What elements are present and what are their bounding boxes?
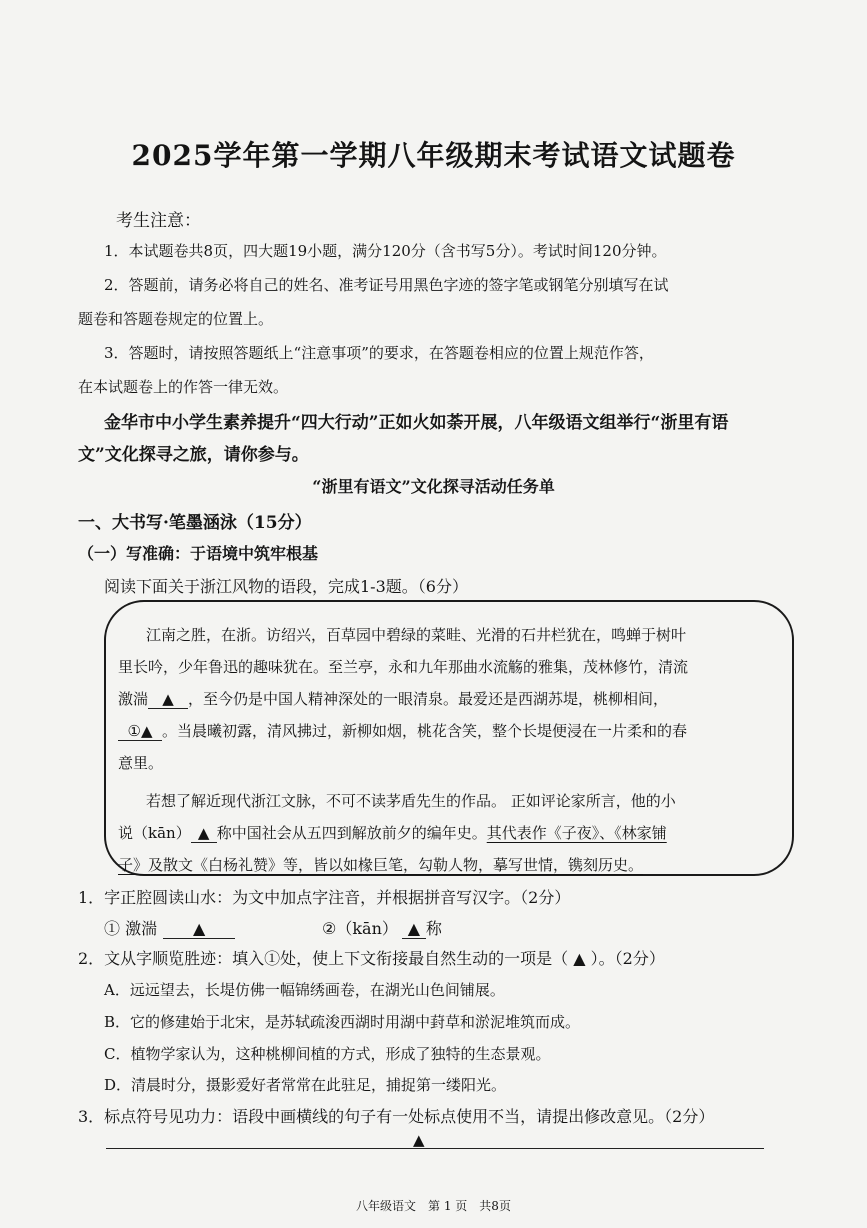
passage-line: 江南之胜，在浙。访绍兴，百草园中碧绿的菜畦、光滑的石井栏犹在，鸣蝉于树叶	[146, 626, 687, 644]
question-1-item-b	[322, 916, 442, 939]
numbered-blank-1[interactable]: ①▲	[118, 722, 162, 741]
passage-line: 里长吟，少年鲁迅的趣味犹在。至兰亭，永和九年那曲水流觞的雅集，茂林修竹，清流	[118, 658, 689, 676]
passage-text: 称中国社会从五四到解放前夕的编年史。	[216, 824, 487, 842]
answer-marker: ▲	[413, 1131, 425, 1149]
task-title: “浙里有语文”文化探寻活动任务单	[312, 477, 555, 496]
fill-blank[interactable]	[191, 824, 217, 843]
section-subheading: （一）写准确：于语境中筑牢根基	[78, 544, 319, 563]
passage-line: 意里。	[118, 754, 164, 772]
passage-text: 说（kān）	[118, 824, 191, 842]
underlined-sentence: 其代表作《子夜》、《林家铺	[486, 824, 667, 842]
intro-line-1: 金华市中小学生素养提升“四大行动”正如火如荼开展，八年级语文组举行“浙里有语	[104, 413, 729, 433]
q2-option-c: C．植物学家认为，这种桃柳间植的方式，形成了独特的生态景观。	[104, 1045, 551, 1063]
page-footer: 八年级语文 第 1 页 共8页	[356, 1199, 511, 1213]
underlined-sentence-cont: 子》及散文《白杨礼赞》等，皆以如椽巨笔，勾勒人物，摹写世情，镌刻历史。	[118, 856, 644, 874]
passage-line	[118, 720, 687, 741]
q1-answer-a[interactable]	[163, 919, 235, 939]
passage-line: 若想了解近现代浙江文脉，不可不读茅盾先生的作品。 正如评论家所言，他的小	[146, 792, 676, 810]
blank-marker: ▲	[162, 690, 174, 708]
fill-blank[interactable]	[148, 690, 188, 709]
passage-line	[118, 822, 667, 843]
q1-item-b-label: ②（kān）	[322, 919, 398, 938]
blank-marker: ▲	[197, 824, 210, 842]
intro-line-2: 文”文化探寻之旅，请你参与。	[78, 445, 309, 465]
question-3: 3．标点符号见功力：语段中画横线的句子有一处标点使用不当，请提出修改意见。（2分）	[78, 1107, 715, 1126]
answer-line[interactable]	[106, 1148, 764, 1149]
q2-option-b: B．它的修建始于北宋，是苏轼疏浚西湖时用湖中葑草和淤泥堆筑而成。	[104, 1013, 581, 1031]
notice-item-3-cont: 在本试题卷上的作答一律无效。	[78, 378, 289, 396]
q1-item-a-label: ① 激湍	[104, 919, 158, 938]
notice-item-2-cont: 题卷和答题卷规定的位置上。	[78, 310, 274, 328]
section-instruction: 阅读下面关于浙江风物的语段，完成1-3题。（6分）	[104, 577, 468, 596]
section-heading: 一、大书写·笔墨涵泳（15分）	[78, 513, 312, 533]
q2-option-a: A．远远望去，长堤仿佛一幅锦绣画卷，在湖光山色间铺展。	[104, 981, 505, 999]
notice-item-2: 2．答题前，请务必将自己的姓名、准考证号用黑色字迹的签字笔或钢笔分别填写在试	[104, 276, 669, 294]
passage-text: 。当晨曦初露，清风拂过，新柳如烟，桃花含笑，整个长堤便浸在一片柔和的春	[162, 722, 688, 740]
passage-line	[118, 688, 668, 709]
q2-option-d: D．清晨时分，摄影爱好者常常在此驻足，捕捉第一缕阳光。	[104, 1076, 507, 1094]
question-1-items	[104, 916, 235, 939]
notice-item-1: 1．本试题卷共8页，四大题19小题，满分120分（含书写5分）。考试时间120分钟。	[104, 242, 667, 260]
question-1: 1．字正腔圆读山水：为文中加点字注音，并根据拼音写汉字。（2分）	[78, 888, 571, 907]
blank-marker: ▲	[407, 919, 421, 938]
notice-heading: 考生注意：	[116, 211, 201, 231]
passage-text: ，至今仍是中国人精神深处的一眼清泉。最爱还是西湖苏堤，桃柳相间，	[188, 690, 669, 708]
passage-text: 激湍	[118, 690, 149, 708]
blank-marker: ▲	[192, 919, 206, 938]
question-2: 2．文从字顺览胜迹：填入①处，使上下文衔接最自然生动的一项是（ ▲ ）。（2分）	[78, 949, 665, 968]
q1-answer-b[interactable]	[402, 919, 426, 939]
q1-item-b-tail: 称	[425, 919, 442, 938]
notice-item-3: 3．答题时，请按照答题纸上“注意事项”的要求，在答题卷相应的位置上规范作答，	[104, 344, 654, 362]
exam-title: 2025学年第一学期八年级期末考试语文试题卷	[131, 139, 736, 172]
